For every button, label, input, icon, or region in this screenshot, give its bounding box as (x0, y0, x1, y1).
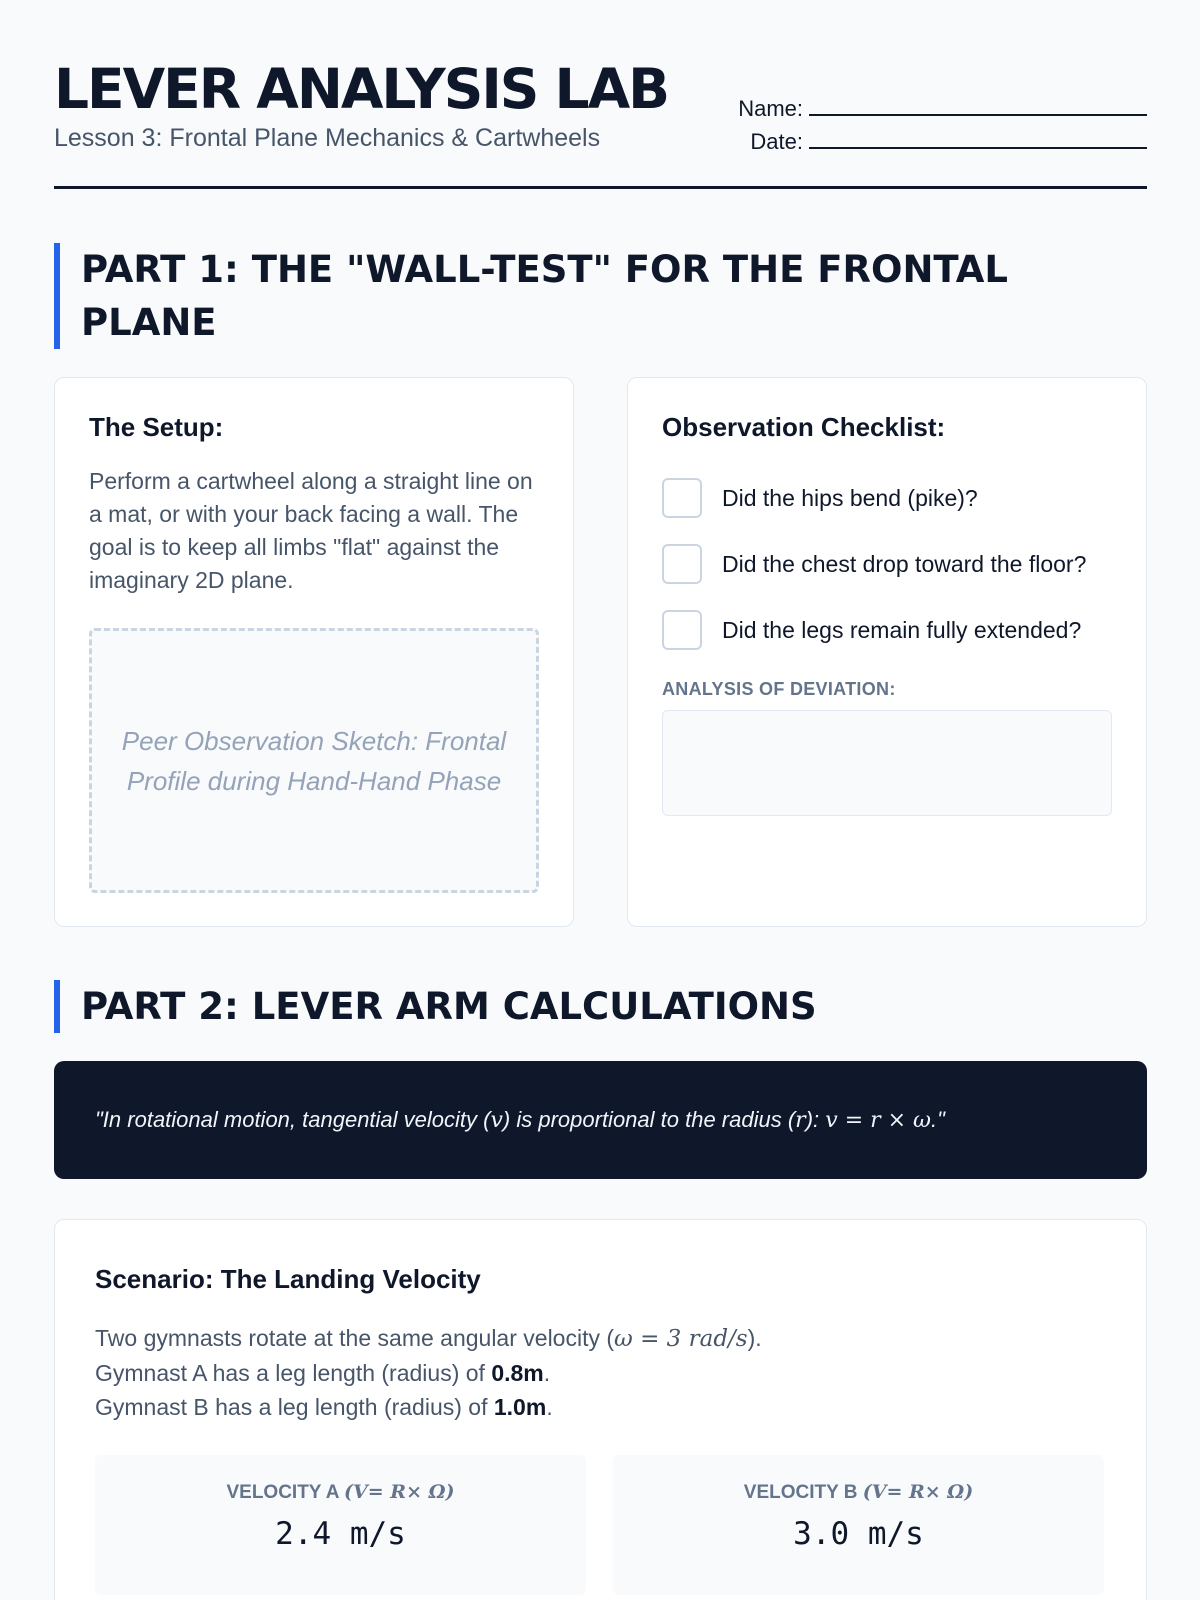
name-field[interactable] (809, 94, 1147, 116)
quote-mid2: ): (805, 1107, 826, 1132)
quote-open: "In rotational motion, tangential velocity ( (95, 1107, 491, 1132)
part1-heading: PART 1: THE "WALL-TEST" FOR THE FRONTAL PLANE (54, 243, 1147, 349)
name-label: Name: (738, 96, 803, 121)
checklist-item (662, 465, 1112, 531)
checklist-label: Did the chest drop toward the floor? (722, 550, 1087, 577)
velocity-b-label: VELOCITY B (V= R× Ω) (743, 1481, 974, 1503)
deviation-label: ANALYSIS OF DEVIATION: (662, 679, 896, 699)
setup-text: Perform a cartwheel along a straight line on a mat, or with your back facing a wall. The goal is to keep all limbs "flat" against the imaginary 2D plane. (89, 468, 533, 593)
checklist-card (627, 377, 1147, 927)
omega-value: ω = 3 rad/s (614, 1326, 748, 1352)
velocity-a-box[interactable] (95, 1455, 586, 1595)
radius-a: 0.8m (491, 1360, 544, 1386)
name-row (727, 94, 1147, 127)
part2-heading: PART 2: LEVER ARM CALCULATIONS (54, 980, 1147, 1033)
checkbox-chest[interactable] (662, 544, 702, 584)
scenario-text (95, 1321, 1106, 1424)
deviation-input[interactable] (662, 710, 1112, 816)
checkbox-hips[interactable] (662, 478, 702, 518)
scenario-line-3: Gymnast B has a leg length (radius) of 1.0m. (95, 1394, 553, 1420)
page-subtitle: Lesson 3: Frontal Plane Mechanics & Cartwheels (54, 124, 601, 152)
page-title: LEVER ANALYSIS LAB (54, 57, 669, 121)
formula-quote (54, 1061, 1147, 1179)
radius-b: 1.0m (493, 1394, 547, 1420)
student-fields (727, 94, 1147, 160)
quote-r: r (795, 1108, 806, 1133)
date-field[interactable] (809, 127, 1147, 149)
header (54, 56, 1147, 190)
scenario-line-2: Gymnast A has a leg length (radius) of 0.8m. (95, 1360, 551, 1386)
sketch-placeholder: Peer Observation Sketch: Frontal Profile during Hand-Hand Phase (121, 725, 507, 796)
velocity-b-value: 3.0 m/s (793, 1516, 924, 1552)
checklist-label: Did the hips bend (pike)? (722, 484, 978, 511)
quote-formula: v = r × ω (825, 1108, 931, 1133)
checkbox-legs[interactable] (662, 610, 702, 650)
scenario-title: Scenario: The Landing Velocity (95, 1264, 481, 1294)
quote-v: v (490, 1108, 503, 1133)
setup-title: The Setup: (89, 412, 224, 442)
quote-mid: ) is proportional to the radius ( (502, 1107, 796, 1132)
checklist-title: Observation Checklist: (662, 412, 946, 442)
date-row (727, 127, 1147, 160)
checklist-item (662, 597, 1112, 663)
setup-card (54, 377, 574, 927)
scenario-card (54, 1219, 1147, 1600)
header-divider (54, 186, 1147, 189)
checklist-item (662, 531, 1112, 597)
sketch-area[interactable] (89, 628, 539, 893)
velocity-row (95, 1455, 1105, 1595)
checklist-label: Did the legs remain fully extended? (722, 616, 1082, 643)
date-label: Date: (750, 129, 803, 154)
velocity-a-value: 2.4 m/s (275, 1516, 406, 1552)
quote-close: ." (931, 1107, 945, 1132)
scenario-line-1: Two gymnasts rotate at the same angular velocity (ω = 3 rad/s). (95, 1325, 762, 1352)
velocity-b-box[interactable] (613, 1455, 1104, 1595)
velocity-a-label: VELOCITY A (V= R× Ω) (226, 1481, 455, 1503)
checklist (662, 465, 1112, 663)
